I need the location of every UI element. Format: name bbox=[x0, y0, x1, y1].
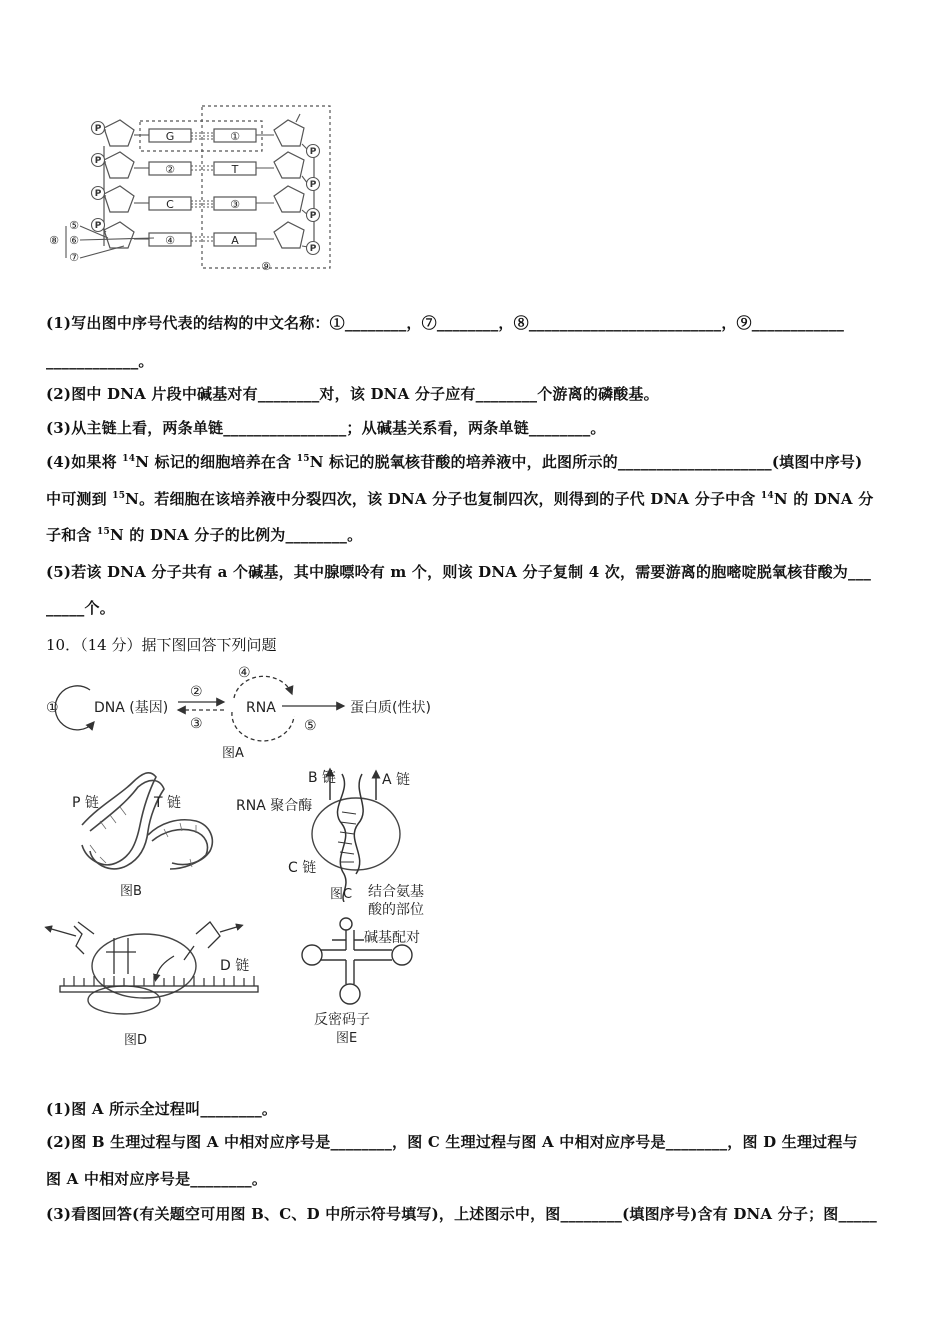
phosphate-label: P bbox=[94, 221, 102, 231]
fig-e-caption: 图E bbox=[336, 1031, 358, 1046]
right-base-3: ③ bbox=[230, 198, 240, 211]
fig-d-d-strand: D 链 bbox=[220, 958, 250, 974]
right-base-2: T bbox=[231, 163, 239, 176]
fig-e-anticodon: 反密码子 bbox=[314, 1012, 370, 1028]
fig-e-base-pairing: 碱基配对 bbox=[364, 930, 420, 946]
fig-e-site-2: 酸的部位 bbox=[368, 902, 424, 918]
q10-line-3: 图 A 中相对应序号是________。 bbox=[46, 1170, 268, 1188]
fig-c-b-strand: B 链 bbox=[308, 770, 337, 786]
q9-line-8: (5)若该 DNA 分子共有 a 个碱基，其中腺嘌呤有 m 个，则该 DNA 分子复制 4 次，需要游离的胞嘧啶脱氧核苷酸为___ bbox=[46, 563, 872, 581]
phosphate-label: P bbox=[94, 156, 102, 166]
phosphate-label: P bbox=[309, 211, 317, 221]
q10-line-2: (2)图 B 生理过程与图 A 中相对应序号是________，图 C 生理过程与图 A 中相对应序号是________，图 D 生理过程与 bbox=[46, 1133, 858, 1151]
phosphate-label: P bbox=[94, 124, 102, 134]
fig-a-rna: RNA bbox=[246, 700, 276, 716]
q9-line-1: (1)写出图中序号代表的结构的中文名称：①________，⑦________，⑧_________________________，⑨____________ bbox=[46, 314, 845, 332]
fig-d-caption: 图D bbox=[124, 1033, 148, 1048]
q9-line-4: (3)从主链上看，两条单链________________；从碱基关系看，两条单链________。 bbox=[46, 419, 606, 437]
q9-line-5: (4)如果将 $^{14}$N 标记的细胞培养在含 $^{15}$N 标记的脱氧核苷酸的培养液中，此图所示的____________________(填图中序号) bbox=[46, 453, 863, 471]
label-6: ⑥ bbox=[69, 234, 79, 247]
left-base-1: G bbox=[165, 130, 175, 143]
phosphate-label: P bbox=[309, 244, 317, 254]
label-9: ⑨ bbox=[261, 260, 271, 273]
fig-c-rna-polymerase: RNA 聚合酶 bbox=[236, 798, 313, 814]
fig-a-caption: 图A bbox=[222, 746, 244, 761]
label-8: ⑧ bbox=[49, 234, 59, 247]
fig-c-caption: 图C bbox=[330, 887, 353, 902]
fig-a-dna: DNA (基因) bbox=[94, 700, 169, 716]
fig-c-a-strand: A 链 bbox=[382, 772, 411, 788]
fig-a-num-4: ④ bbox=[238, 665, 251, 681]
right-base-4: A bbox=[231, 234, 239, 247]
q9-line-2: ____________。 bbox=[46, 352, 154, 370]
fig-a-num-2: ② bbox=[190, 684, 203, 700]
fig-e-site-1: 结合氨基 bbox=[368, 884, 424, 900]
fig-a-num-3: ③ bbox=[190, 716, 203, 732]
q10-title: 10．（14 分）据下图回答下列问题 bbox=[46, 636, 277, 654]
q9-line-9: _____个。 bbox=[46, 599, 115, 617]
phosphate-label: P bbox=[94, 189, 102, 199]
q9-line-7: 子和含 $^{15}$N 的 DNA 分子的比例为________。 bbox=[46, 526, 363, 544]
label-7: ⑦ bbox=[69, 251, 79, 264]
phosphate-label: P bbox=[309, 180, 317, 190]
figure-d bbox=[44, 912, 266, 1052]
fig-b-t-strand: T 链 bbox=[154, 795, 182, 811]
left-base-2: ② bbox=[165, 163, 175, 176]
left-base-3: C bbox=[166, 198, 174, 211]
fig-c-c-strand: C 链 bbox=[288, 860, 317, 876]
q10-line-4: (3)看图回答(有关题空可用图 B、C、D 中所示符号填写)，上述图示中，图________(填图序号)含有 DNA 分子；图_____ bbox=[46, 1205, 877, 1223]
figure-a bbox=[44, 660, 444, 765]
q9-line-6: 中可测到 $^{15}$N。若细胞在该培养液中分裂四次，该 DNA 分子也复制四次，则得到的子代 DNA 分子中含 $^{14}$N 的 DNA 分 bbox=[46, 490, 874, 508]
figure-e bbox=[292, 880, 452, 1050]
label-5: ⑤ bbox=[69, 219, 79, 232]
fig-a-num-1: ① bbox=[46, 700, 59, 716]
q10-line-1: (1)图 A 所示全过程叫________。 bbox=[46, 1100, 278, 1118]
left-base-4: ④ bbox=[165, 234, 175, 247]
dna-structure-figure bbox=[44, 98, 344, 278]
fig-a-protein: 蛋白质(性状) bbox=[350, 700, 431, 716]
fig-a-num-5: ⑤ bbox=[304, 718, 317, 734]
fig-b-p-strand: P 链 bbox=[72, 795, 99, 811]
q9-line-3: (2)图中 DNA 片段中碱基对有________对，该 DNA 分子应有________个游离的磷酸基。 bbox=[46, 385, 659, 403]
fig-b-caption: 图B bbox=[120, 884, 142, 899]
figure-b bbox=[60, 765, 230, 905]
right-base-1: ① bbox=[230, 130, 240, 143]
phosphate-label: P bbox=[309, 147, 317, 157]
